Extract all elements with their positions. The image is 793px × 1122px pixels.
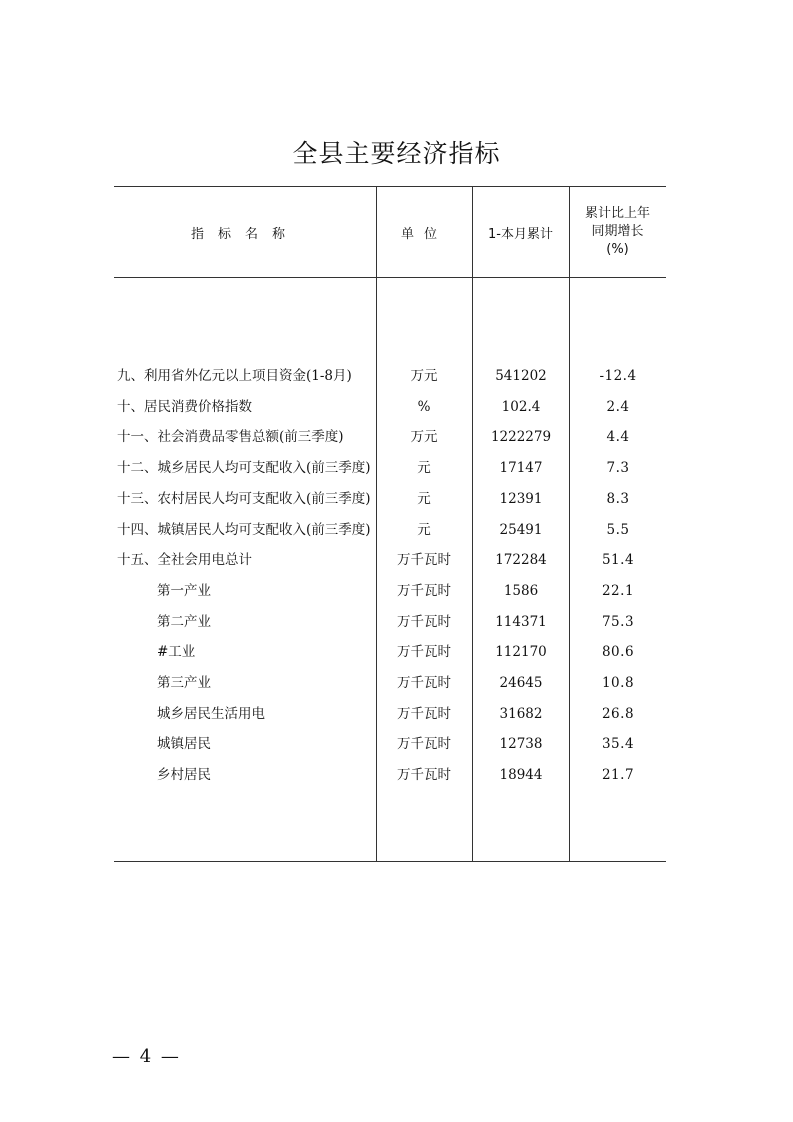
cumulative-value-cell: 112170 xyxy=(495,644,547,661)
table-row xyxy=(114,576,666,606)
table-row xyxy=(114,453,666,483)
unit-cell: 万千瓦时 xyxy=(397,767,451,784)
cumulative-value-cell: 102.4 xyxy=(501,398,541,415)
unit-cell: 万千瓦时 xyxy=(397,613,451,630)
cumulative-value-cell: 31682 xyxy=(499,705,543,722)
growth-rate-cell: 80.6 xyxy=(601,644,635,661)
growth-rate-cell: 10.8 xyxy=(601,675,635,691)
header-growth-line1: 累计比上年 xyxy=(584,206,650,221)
cumulative-value-cell: 25491 xyxy=(499,521,543,538)
header-growth xyxy=(569,187,666,277)
table-row xyxy=(114,545,666,575)
indicator-name-cell: 十、居民消费价格指数 xyxy=(117,398,252,415)
table-row xyxy=(114,392,666,422)
page-title: 全县主要经济指标 xyxy=(292,139,501,168)
table-row xyxy=(114,361,666,391)
cumulative-value-cell: 12391 xyxy=(499,490,543,507)
indicator-name-cell: 十四、城镇居民人均可支配收入(前三季度) xyxy=(117,521,371,538)
indicator-name-cell: 十三、农村居民人均可支配收入(前三季度) xyxy=(117,490,371,507)
unit-cell: 元 xyxy=(417,521,431,538)
unit-cell: % xyxy=(417,398,431,415)
unit-cell: 万千瓦时 xyxy=(397,582,451,599)
header-growth-line2: 同期增长 xyxy=(591,224,644,239)
growth-rate-cell: 75.3 xyxy=(601,613,635,630)
indicator-name-cell: 十一、社会消费品零售总额(前三季度) xyxy=(117,429,344,446)
table-row xyxy=(114,760,666,790)
cumulative-value-cell: 1586 xyxy=(503,582,539,599)
indicator-name-cell: 十五、全社会用电总计 xyxy=(117,552,252,569)
unit-cell: 元 xyxy=(417,460,431,477)
table-row xyxy=(114,729,666,759)
cumulative-value-cell: 1222279 xyxy=(490,429,552,446)
header-cumulative: 1-本月累计 xyxy=(488,226,553,242)
growth-rate-cell: 22.1 xyxy=(601,582,635,599)
indicator-name-cell: 城镇居民 xyxy=(157,736,211,753)
growth-rate-cell: 7.3 xyxy=(606,460,630,477)
growth-rate-cell: 26.8 xyxy=(601,705,635,722)
header-unit: 单位 xyxy=(400,226,447,242)
header-indicator-name: 指标名称 xyxy=(190,226,299,242)
page-number: — 4 — xyxy=(112,1046,181,1067)
growth-rate-cell: -12.4 xyxy=(599,368,637,384)
growth-rate-cell: 2.4 xyxy=(606,398,630,415)
growth-rate-cell: 51.4 xyxy=(601,552,635,569)
growth-rate-cell: 21.7 xyxy=(601,767,635,784)
cumulative-value-cell: 12738 xyxy=(499,736,543,753)
growth-rate-cell: 4.4 xyxy=(606,429,630,446)
table-row xyxy=(114,484,666,514)
indicator-name-cell: 第三产业 xyxy=(157,675,211,691)
unit-cell: 万元 xyxy=(410,368,438,384)
growth-rate-cell: 8.3 xyxy=(606,490,630,507)
unit-cell: 万千瓦时 xyxy=(397,705,451,722)
indicator-name-cell: 第一产业 xyxy=(157,582,211,599)
header-growth-line3: (%) xyxy=(606,242,629,257)
table-row xyxy=(114,668,666,698)
unit-cell: 万元 xyxy=(410,429,438,446)
indicator-name-cell: 十二、城乡居民人均可支配收入(前三季度) xyxy=(117,460,371,477)
unit-cell: 万千瓦时 xyxy=(397,736,451,753)
indicator-name-cell: #工业 xyxy=(157,644,196,661)
cumulative-value-cell: 172284 xyxy=(495,552,547,569)
growth-rate-cell: 5.5 xyxy=(606,521,630,538)
indicator-name-cell: 第二产业 xyxy=(157,613,211,630)
table-row xyxy=(114,637,666,667)
table-row xyxy=(114,699,666,729)
cumulative-value-cell: 114371 xyxy=(495,613,547,630)
unit-cell: 万千瓦时 xyxy=(397,552,451,569)
table-header-rule xyxy=(114,277,666,278)
unit-cell: 万千瓦时 xyxy=(397,675,451,691)
indicator-name-cell: 乡村居民 xyxy=(157,767,211,784)
unit-cell: 元 xyxy=(417,490,431,507)
indicator-name-cell: 城乡居民生活用电 xyxy=(157,705,265,722)
table-row xyxy=(114,515,666,545)
growth-rate-cell: 35.4 xyxy=(601,736,635,753)
cumulative-value-cell: 24645 xyxy=(499,675,543,691)
unit-cell: 万千瓦时 xyxy=(397,644,451,661)
cumulative-value-cell: 541202 xyxy=(495,368,547,384)
table-bottom-rule xyxy=(114,861,666,862)
table-row xyxy=(114,607,666,637)
table-row xyxy=(114,422,666,452)
cumulative-value-cell: 17147 xyxy=(499,460,543,477)
cumulative-value-cell: 18944 xyxy=(499,767,543,784)
indicator-name-cell: 九、利用省外亿元以上项目资金(1-8月) xyxy=(117,368,352,384)
